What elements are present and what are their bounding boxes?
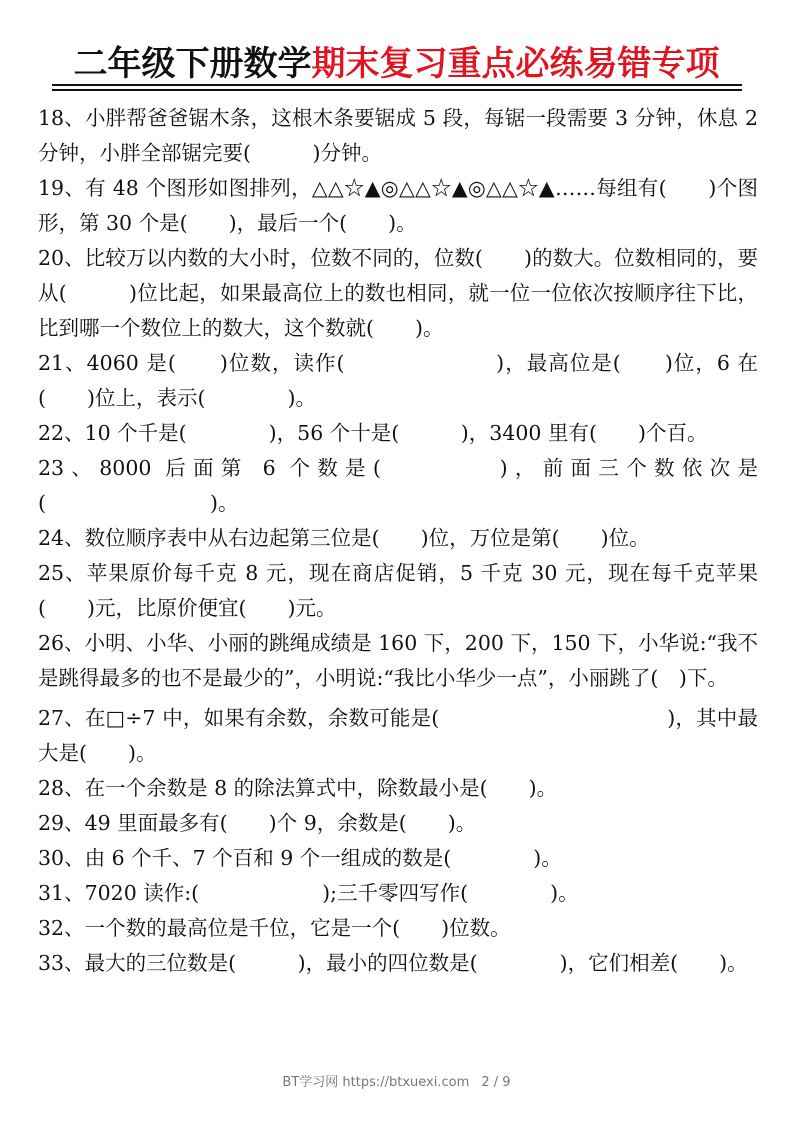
title-part-red: 期末复习重点必练易错专项 [311, 44, 720, 84]
question-19: 19、有 48 个图形如图排列，△△☆▲◎△△☆▲◎△△☆▲……每组有( )个图形，第 30 个是( )，最后一个( )。 [38, 176, 758, 235]
title-underline-bottom [52, 89, 742, 91]
title-part-black: 二年级下册数学 [73, 44, 312, 84]
question-32: 32、一个数的最高位是千位，它是一个( )位数。 [38, 916, 511, 940]
question-26: 26、小明、小华、小丽的跳绳成绩是 160 下，200 下，150 下，小华说:“我不是跳得最多的也不是最少的”，小明说:“我比小华少一点”，小丽跳了( )下。 [38, 631, 758, 690]
page-footer [0, 1071, 793, 1090]
question-20: 20、比较万以内数的大小时，位数不同的，位数( )的数大。位数相同的，要从( )位比起，如果最高位上的数也相同，就一位一位依次按顺序往下比，比到哪一个数位上的数大，这个数就( )。 [38, 246, 758, 340]
question-18: 18、小胖帮爸爸锯木条，这根木条要锯成 5 段，每锯一段需要 3 分钟，休息 2 分钟，小胖全部锯完要( )分钟。 [38, 106, 758, 165]
question-30: 30、由 6 个千、7 个百和 9 个一组成的数是( )。 [38, 846, 562, 870]
question-33: 33、最大的三位数是( )，最小的四位数是( )，它们相差( )。 [38, 951, 748, 975]
footer-watermark: BT学习网 https://btxuexi.com [282, 1075, 470, 1090]
question-31: 31、7020 读作:( );三千零四写作( )。 [38, 881, 579, 905]
question-27: 27、在□÷7 中，如果有余数，余数可能是( )，其中最大是( )。 [38, 706, 758, 765]
question-28: 28、在一个余数是 8 的除法算式中，除数最小是( )。 [38, 776, 558, 800]
question-list [38, 101, 758, 981]
question-23: 23、8000 后面第 6 个数是( )，前面三个数依次是( )。 [38, 456, 758, 515]
title-underline-top [52, 84, 742, 86]
question-24: 24、数位顺序表中从右边起第三位是( )位，万位是第( )位。 [38, 526, 650, 550]
question-29: 29、49 里面最多有( )个 9，余数是( )。 [38, 811, 477, 835]
question-25: 25、苹果原价每千克 8 元，现在商店促销，5 千克 30 元，现在每千克苹果( )元，比原价便宜( )元。 [38, 561, 758, 620]
page-title [0, 36, 793, 85]
page-number: 2 / 9 [481, 1075, 511, 1090]
question-21: 21、4060 是( )位数，读作( )，最高位是( )位，6 在( )位上，表示( )。 [38, 351, 758, 410]
question-22: 22、10 个千是( )，56 个十是( )，3400 里有( )个百。 [38, 421, 708, 445]
